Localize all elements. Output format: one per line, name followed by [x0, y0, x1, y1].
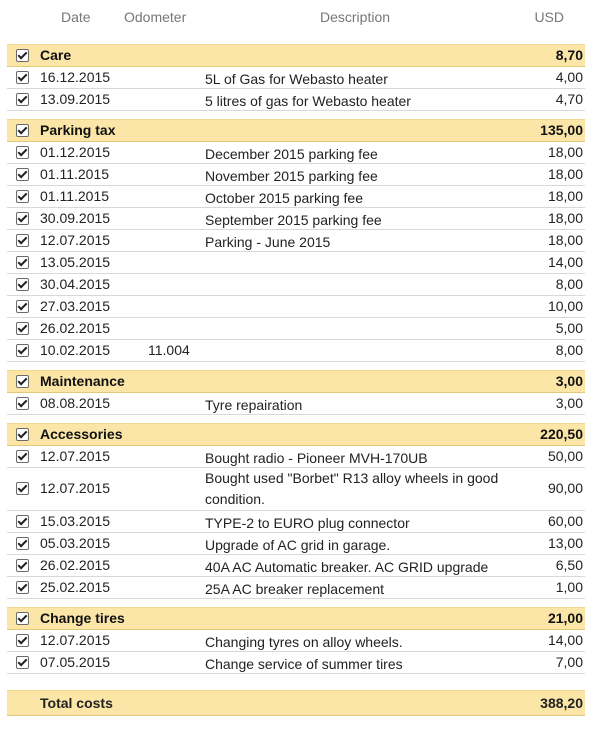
- row-checkbox[interactable]: [16, 344, 29, 357]
- row-checkbox[interactable]: [16, 190, 29, 203]
- category-row[interactable]: [7, 119, 585, 142]
- expense-row[interactable]: [7, 468, 585, 511]
- row-checkbox[interactable]: [16, 656, 29, 669]
- expense-date: 12.07.2015: [40, 632, 111, 648]
- expense-date: 26.02.2015: [40, 320, 111, 336]
- expense-description: December 2015 parking fee: [205, 146, 378, 162]
- expense-description: Change service of summer tires: [205, 656, 403, 672]
- expense-row[interactable]: [7, 67, 585, 89]
- expense-row[interactable]: [7, 164, 585, 186]
- row-checkbox[interactable]: [16, 322, 29, 335]
- row-checkbox[interactable]: [16, 634, 29, 647]
- expense-row[interactable]: [7, 208, 585, 230]
- expense-date: 10.02.2015: [40, 342, 111, 358]
- expense-description: Bought radio - Pioneer MVH-170UB: [205, 450, 428, 466]
- description-column-header: Description: [320, 9, 391, 25]
- expense-date: 07.05.2015: [40, 654, 111, 670]
- expense-date: 05.03.2015: [40, 535, 111, 551]
- category-checkbox[interactable]: [16, 124, 29, 137]
- expense-description: Tyre repairation: [205, 397, 303, 413]
- category-checkbox[interactable]: [16, 49, 29, 62]
- expense-amount: 90,00: [547, 480, 583, 496]
- row-checkbox[interactable]: [16, 537, 29, 550]
- expense-amount: 7,00: [555, 654, 583, 670]
- expense-row[interactable]: [7, 446, 585, 468]
- total-costs-row: [7, 690, 585, 716]
- category-total: 8,70: [555, 47, 583, 63]
- expense-date: 08.08.2015: [40, 395, 111, 411]
- expense-amount: 3,00: [555, 395, 583, 411]
- expense-date: 27.03.2015: [40, 298, 111, 314]
- expense-description: TYPE-2 to EURO plug connector: [205, 515, 410, 531]
- expense-row[interactable]: [7, 186, 585, 208]
- expense-description: 5L of Gas for Webasto heater: [205, 71, 388, 87]
- category-total: 135,00: [540, 122, 583, 138]
- expense-row[interactable]: [7, 318, 585, 340]
- expense-date: 01.11.2015: [40, 166, 110, 182]
- expense-date: 26.02.2015: [40, 557, 111, 573]
- odometer-column-header: Odometer: [124, 9, 187, 25]
- category-row[interactable]: [7, 423, 585, 446]
- expense-date: 15.03.2015: [40, 513, 111, 529]
- usd-column-header: USD: [534, 9, 564, 25]
- expense-date: 13.05.2015: [40, 254, 111, 270]
- expense-row[interactable]: [7, 89, 585, 111]
- expense-description: Parking - June 2015: [205, 234, 331, 250]
- row-checkbox[interactable]: [16, 146, 29, 159]
- row-checkbox[interactable]: [16, 278, 29, 291]
- expense-amount: 50,00: [547, 448, 583, 464]
- category-name: Change tires: [40, 610, 125, 626]
- row-checkbox[interactable]: [16, 450, 29, 463]
- expense-row[interactable]: [7, 652, 585, 674]
- expense-description: 5 litres of gas for Webasto heater: [205, 93, 411, 109]
- expense-date: 12.07.2015: [40, 480, 111, 496]
- row-checkbox[interactable]: [16, 300, 29, 313]
- date-column-header: Date: [61, 9, 91, 25]
- expense-description: September 2015 parking fee: [205, 212, 382, 228]
- row-checkbox[interactable]: [16, 256, 29, 269]
- expense-date: 30.09.2015: [40, 210, 111, 226]
- expense-row[interactable]: [7, 340, 585, 362]
- expense-amount: 6,50: [555, 557, 583, 573]
- category-row[interactable]: [7, 44, 585, 67]
- category-row[interactable]: [7, 607, 585, 630]
- expense-row[interactable]: [7, 230, 585, 252]
- expense-row[interactable]: [7, 252, 585, 274]
- total-costs-label: Total costs: [40, 695, 113, 711]
- category-name: Maintenance: [40, 373, 125, 389]
- row-checkbox[interactable]: [16, 581, 29, 594]
- expense-amount: 18,00: [547, 210, 583, 226]
- expense-groups: [0, 44, 599, 674]
- expense-amount: 18,00: [547, 188, 583, 204]
- expense-amount: 1,00: [555, 579, 583, 595]
- expense-description: October 2015 parking fee: [205, 190, 363, 206]
- expense-amount: 8,00: [555, 342, 583, 358]
- expense-date: 01.12.2015: [40, 144, 111, 160]
- row-checkbox[interactable]: [16, 482, 29, 495]
- expense-date: 13.09.2015: [40, 91, 111, 107]
- row-checkbox[interactable]: [16, 234, 29, 247]
- category-row[interactable]: [7, 370, 585, 393]
- expense-date: 12.07.2015: [40, 232, 111, 248]
- expense-amount: 13,00: [547, 535, 583, 551]
- expense-row[interactable]: [7, 296, 585, 318]
- expense-amount: 18,00: [547, 144, 583, 160]
- expense-amount: 8,00: [555, 276, 583, 292]
- expense-amount: 14,00: [547, 254, 583, 270]
- expense-amount: 4,70: [555, 91, 583, 107]
- row-checkbox[interactable]: [16, 559, 29, 572]
- expense-group: [0, 423, 599, 599]
- category-checkbox[interactable]: [16, 428, 29, 441]
- expense-description: 40A AC Automatic breaker. AC GRID upgrade: [205, 559, 489, 575]
- category-name: Parking tax: [40, 122, 116, 138]
- row-checkbox[interactable]: [16, 93, 29, 106]
- expense-amount: 10,00: [547, 298, 583, 314]
- expense-amount: 18,00: [547, 232, 583, 248]
- expense-row[interactable]: [7, 142, 585, 164]
- expense-row[interactable]: [7, 533, 585, 555]
- table-header: [0, 0, 599, 36]
- expense-description: Bought used "Borbet" R13 alloy wheels in good condition.: [205, 470, 499, 507]
- expense-description: Upgrade of AC grid in garage.: [205, 537, 391, 553]
- expense-group: [0, 607, 599, 674]
- expense-amount: 60,00: [547, 513, 583, 529]
- expense-amount: 14,00: [547, 632, 583, 648]
- expense-odometer: 11.004: [148, 342, 190, 358]
- expense-row[interactable]: [7, 555, 585, 577]
- category-checkbox[interactable]: [16, 375, 29, 388]
- category-name: Accessories: [40, 426, 123, 442]
- total-costs-value: 388,20: [540, 695, 583, 711]
- expense-date: 30.04.2015: [40, 276, 111, 292]
- row-checkbox[interactable]: [16, 397, 29, 410]
- expense-row[interactable]: [7, 274, 585, 296]
- category-total: 3,00: [555, 373, 583, 389]
- expense-description: 25A AC breaker replacement: [205, 581, 384, 597]
- category-checkbox[interactable]: [16, 612, 29, 625]
- expense-description: November 2015 parking fee: [205, 168, 378, 184]
- expense-amount: 5,00: [555, 320, 583, 336]
- expense-description: Changing tyres on alloy wheels.: [205, 634, 403, 650]
- expense-row[interactable]: [7, 393, 585, 415]
- category-name: Care: [40, 47, 72, 63]
- row-checkbox[interactable]: [16, 71, 29, 84]
- row-checkbox[interactable]: [16, 515, 29, 528]
- expense-date: 01.11.2015: [40, 188, 110, 204]
- row-checkbox[interactable]: [16, 168, 29, 181]
- expense-amount: 4,00: [555, 69, 583, 85]
- expense-group: [0, 370, 599, 415]
- category-total: 220,50: [540, 426, 583, 442]
- expense-group: [0, 44, 599, 111]
- expense-row[interactable]: [7, 511, 585, 533]
- expense-row[interactable]: [7, 630, 585, 652]
- category-total: 21,00: [547, 610, 583, 626]
- expense-group: [0, 119, 599, 362]
- expense-date: 25.02.2015: [40, 579, 111, 595]
- expense-date: 16.12.2015: [40, 69, 111, 85]
- expense-amount: 18,00: [547, 166, 583, 182]
- row-checkbox[interactable]: [16, 212, 29, 225]
- expense-row[interactable]: [7, 577, 585, 599]
- expense-date: 12.07.2015: [40, 448, 111, 464]
